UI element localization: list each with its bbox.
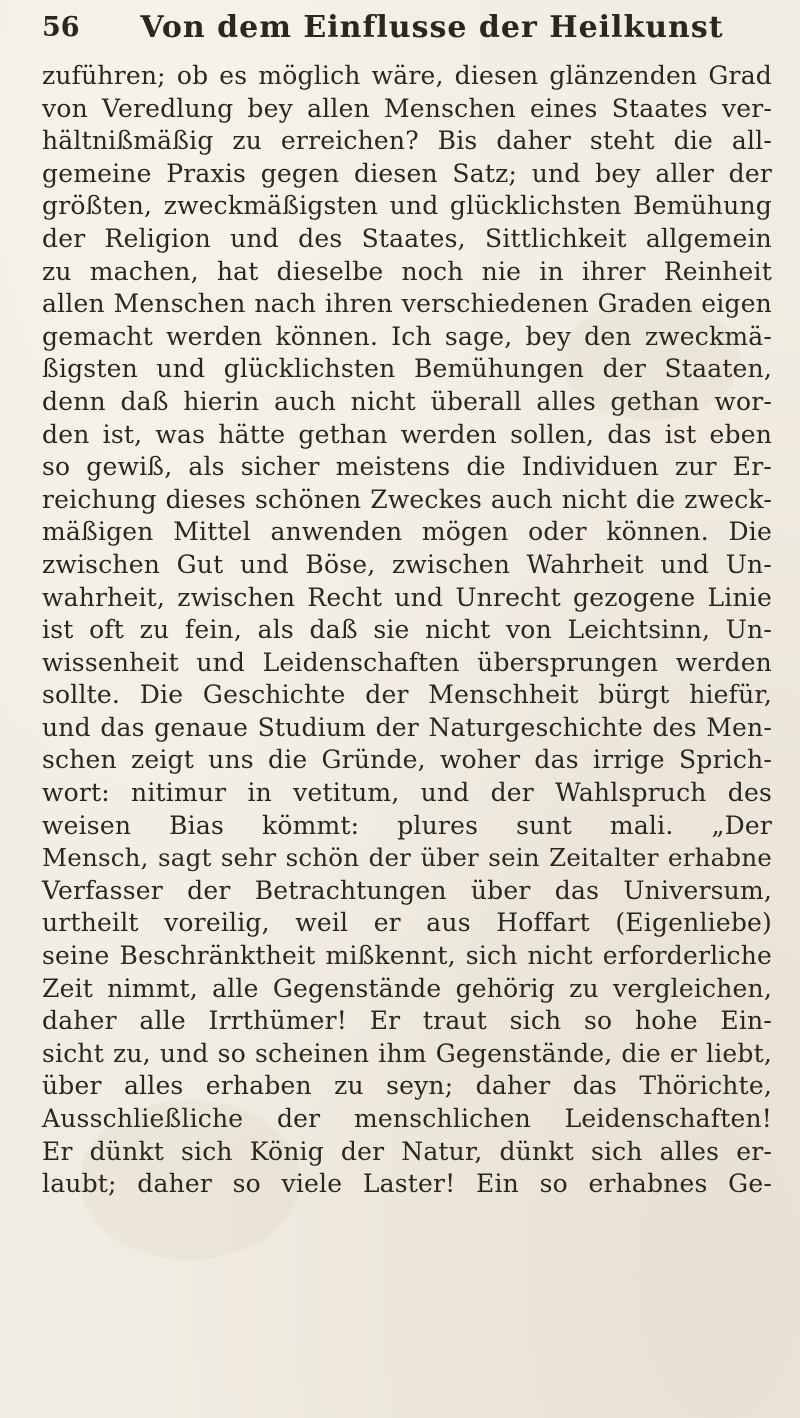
text-line: mäßigen Mittel anwenden mögen oder können. Die [42, 517, 772, 547]
text-line: größten, zweckmäßigsten und glücklichsten Bemühung [42, 191, 772, 221]
text-line: wissenheit und Leidenschaften übersprungen werden [42, 647, 772, 677]
text-line: hältnißmäßig zu erreichen? Bis daher steht die all- [42, 126, 772, 156]
text-line: Ausschließliche der menschlichen Leidenschaften! [42, 1104, 772, 1133]
text-line: ßigsten und glücklichsten Bemühungen der Staaten, [42, 354, 772, 384]
text-line: zu machen, hat dieselbe noch nie in ihrer Reinheit [42, 256, 772, 286]
text-line: schen zeigt uns die Gründe, woher das irrige Sprich- [42, 745, 772, 775]
text-line: von Veredlung bey allen Menschen eines Staates ver- [42, 93, 772, 123]
text-line: zuführen; ob es möglich wäre, diesen glänzenden Grad [42, 61, 772, 90]
text-line: der Religion und des Staates, Sittlichkeit allgemein [42, 223, 772, 253]
text-line: und das genaue Studium der Naturgeschichte des Men- [42, 712, 772, 742]
text-line: Verfasser der Betrachtungen über das Universum, [42, 875, 772, 905]
body-text [42, 60, 772, 1201]
text-line: ist oft zu fein, als daß sie nicht von Leichtsinn, Un- [42, 615, 772, 645]
text-line: wort: nitimur in vetitum, und der Wahlspruch des [42, 778, 772, 808]
text-line: sicht zu, und so scheinen ihm Gegenstände, die er liebt, [42, 1038, 772, 1068]
text-line: Zeit nimmt, alle Gegenstände gehörig zu vergleichen, [42, 973, 772, 1003]
text-line: den ist, was hätte gethan werden sollen, das ist eben [42, 419, 772, 449]
text-line: Er dünkt sich König der Natur, dünkt sich alles er- [42, 1136, 772, 1166]
text-line: weisen Bias kömmt: plures sunt mali. „Der [42, 810, 772, 840]
text-line: Mensch, sagt sehr schön der über sein Zeitalter erhabne [42, 843, 772, 873]
text-line: daher alle Irrthümer! Er traut sich so hohe Ein- [42, 1006, 772, 1036]
text-line: denn daß hierin auch nicht überall alles gethan wor- [42, 386, 772, 416]
text-line: reichung dieses schönen Zweckes auch nicht die zweck- [42, 484, 772, 514]
text-line: gemeine Praxis gegen diesen Satz; und bey aller der [42, 158, 772, 188]
text-line: über alles erhaben zu seyn; daher das Thörichte, [42, 1071, 772, 1101]
text-line: zwischen Gut und Böse, zwischen Wahrheit und Un- [42, 549, 772, 579]
text-line: sollte. Die Geschichte der Menschheit bürgt hiefür, [42, 680, 772, 710]
running-title: Von dem Einflusse der Heilkunst [140, 10, 724, 45]
running-head [42, 8, 762, 52]
page-number: 56 [42, 12, 80, 43]
text-line: wahrheit, zwischen Recht und Unrecht gezogene Linie [42, 582, 772, 612]
text-line: urtheilt voreilig, weil er aus Hoffart (Eigenliebe) [42, 908, 772, 938]
text-line: so gewiß, als sicher meistens die Individuen zur Er- [42, 452, 772, 482]
text-line: allen Menschen nach ihren verschiedenen Graden eigen [42, 289, 772, 319]
text-line: seine Beschränktheit mißkennt, sich nicht erforderliche [42, 941, 772, 971]
text-line: gemacht werden können. Ich sage, bey den zweckmä- [42, 321, 772, 351]
text-line: laubt; daher so viele Laster! Ein so erhabnes Ge- [42, 1169, 772, 1199]
